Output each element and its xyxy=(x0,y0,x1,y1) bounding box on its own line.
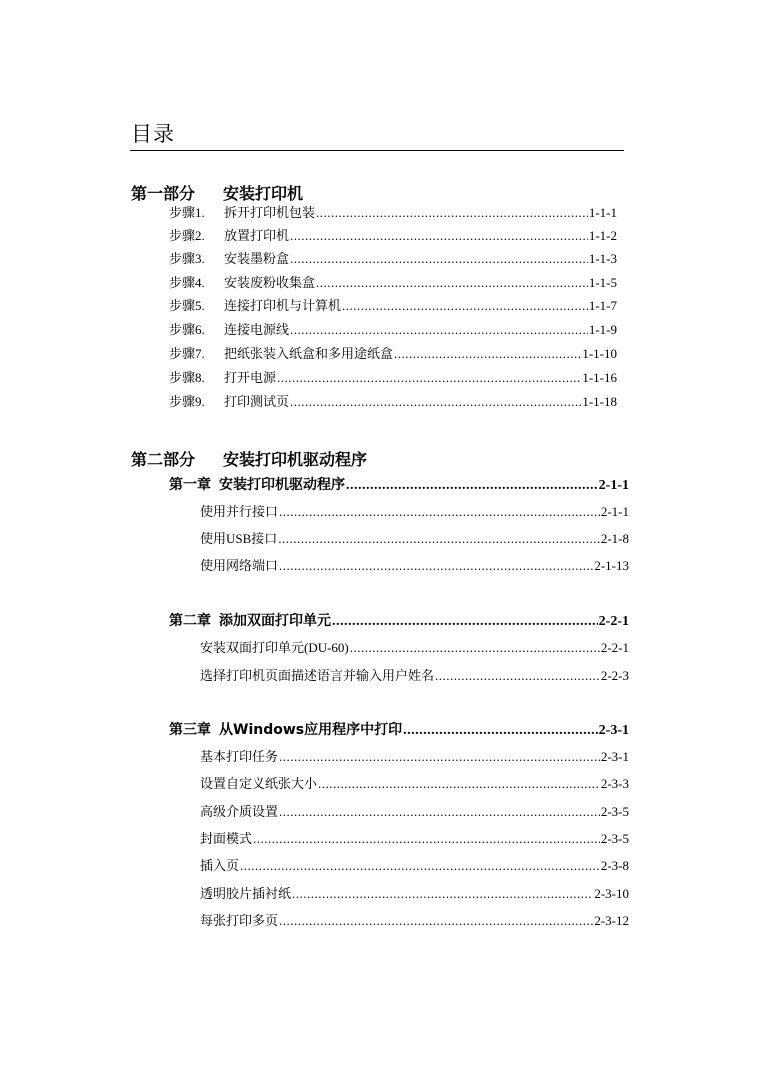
section-text: 使用并行接口 xyxy=(200,504,279,519)
part2-heading xyxy=(131,447,367,470)
toc-section[interactable] xyxy=(200,913,629,929)
toc-section[interactable] xyxy=(200,558,629,574)
page-number: 2-2-1 xyxy=(600,640,629,655)
chapter-number: 第一章 xyxy=(169,477,211,493)
page-number: 2-3-1 xyxy=(598,723,629,738)
part1-name: 安装打印机 xyxy=(223,184,304,203)
section-text: 封面模式 xyxy=(200,831,253,846)
dot-leader xyxy=(279,749,600,765)
dot-leader xyxy=(279,913,593,929)
step-number: 步骤1. xyxy=(169,205,205,220)
toc-section[interactable] xyxy=(200,804,629,820)
page-number: 2-1-1 xyxy=(600,504,629,519)
step-text: 打印测试页 xyxy=(224,394,290,409)
toc-section[interactable] xyxy=(200,749,629,765)
dot-leader xyxy=(350,640,600,656)
page-number: 1-1-16 xyxy=(582,370,617,385)
page-number: 2-2-1 xyxy=(598,614,629,629)
toc-step-8[interactable] xyxy=(169,370,617,386)
page-title: 目录 xyxy=(131,122,175,146)
dot-leader xyxy=(290,228,588,244)
toc-section[interactable] xyxy=(200,831,629,847)
toc-section[interactable] xyxy=(200,640,629,656)
page-number: 2-1-1 xyxy=(598,478,629,493)
section-text: 使用网络端口 xyxy=(200,558,279,573)
dot-leader xyxy=(342,298,588,314)
section-text: 设置自定义纸张大小 xyxy=(200,776,318,791)
chapter-number: 第二章 xyxy=(169,613,211,629)
step-text: 拆开打印机包装 xyxy=(224,205,316,220)
step-number: 步骤8. xyxy=(169,370,205,385)
chapter-title: 添加双面打印单元 xyxy=(219,613,331,629)
step-number: 步骤6. xyxy=(169,322,205,337)
chapter-title: 安装打印机驱动程序 xyxy=(219,477,345,493)
dot-leader xyxy=(332,614,598,630)
toc-section[interactable] xyxy=(200,776,629,792)
page-number: 2-1-8 xyxy=(600,531,629,546)
section-text: 选择打印机页面描述语言并输入用户姓名 xyxy=(200,668,435,683)
section-text: 基本打印任务 xyxy=(200,749,279,764)
toc-chapter-3[interactable] xyxy=(169,722,629,739)
page-number: 2-3-10 xyxy=(594,886,629,901)
page-number: 2-3-5 xyxy=(600,831,629,846)
dot-leader xyxy=(279,558,593,574)
page-number: 2-3-3 xyxy=(600,776,629,791)
step-number: 步骤9. xyxy=(169,394,205,409)
step-text: 连接电源线 xyxy=(224,322,290,337)
step-number: 步骤2. xyxy=(169,228,205,243)
step-text: 安装墨粉盒 xyxy=(224,251,290,266)
part2-name: 安装打印机驱动程序 xyxy=(223,450,368,469)
page-number: 1-1-7 xyxy=(588,298,617,313)
section-text: 安装双面打印单元(DU-60) xyxy=(200,640,349,655)
dot-leader xyxy=(279,804,600,820)
section-text: 使用USB接口 xyxy=(200,531,278,546)
toc-step-4[interactable] xyxy=(169,275,617,291)
dot-leader xyxy=(290,251,588,267)
page-number: 2-2-3 xyxy=(600,668,629,683)
chapter-title: 从Windows应用程序中打印 xyxy=(219,722,403,738)
toc-step-2[interactable] xyxy=(169,228,617,244)
page-number: 1-1-9 xyxy=(588,322,617,337)
step-number: 步骤7. xyxy=(169,346,205,361)
section-text: 透明胶片插衬纸 xyxy=(200,886,292,901)
part1-heading xyxy=(131,181,303,204)
dot-leader xyxy=(277,370,581,386)
dot-leader xyxy=(316,275,588,291)
section-text: 插入页 xyxy=(200,858,240,873)
page-number: 1-1-5 xyxy=(588,275,617,290)
page-number: 1-1-3 xyxy=(588,251,617,266)
step-number: 步骤4. xyxy=(169,275,205,290)
toc-section[interactable] xyxy=(200,531,629,547)
page-number: 1-1-2 xyxy=(588,228,617,243)
page-number: 2-3-5 xyxy=(600,804,629,819)
toc-chapter-2[interactable] xyxy=(169,613,629,630)
section-text: 高级介质设置 xyxy=(200,804,279,819)
dot-leader xyxy=(346,478,598,494)
toc-section[interactable] xyxy=(200,858,629,874)
dot-leader xyxy=(279,504,600,520)
toc-step-5[interactable] xyxy=(169,298,617,314)
page-number: 2-3-8 xyxy=(600,858,629,873)
dot-leader xyxy=(278,531,600,547)
toc-step-6[interactable] xyxy=(169,322,617,338)
toc-section[interactable] xyxy=(200,668,629,684)
page-number: 2-1-13 xyxy=(594,558,629,573)
chapter-number: 第三章 xyxy=(169,722,211,738)
step-text: 安装废粉收集盒 xyxy=(224,275,316,290)
step-number: 步骤5. xyxy=(169,298,205,313)
step-text: 把纸张装入纸盒和多用途纸盒 xyxy=(224,346,394,361)
dot-leader xyxy=(435,668,600,684)
dot-leader xyxy=(318,776,600,792)
page-number: 1-1-1 xyxy=(588,205,617,220)
dot-leader xyxy=(253,831,600,847)
part2-number: 第二部分 xyxy=(131,450,196,469)
dot-leader xyxy=(240,858,600,874)
toc-section[interactable] xyxy=(200,886,629,902)
toc-step-7[interactable] xyxy=(169,346,617,362)
step-text: 连接打印机与计算机 xyxy=(224,298,342,313)
page-number: 1-1-18 xyxy=(582,394,617,409)
toc-chapter-1[interactable] xyxy=(169,477,629,494)
dot-leader xyxy=(403,723,598,739)
toc-step-1[interactable] xyxy=(169,205,617,221)
page-number: 1-1-10 xyxy=(582,346,617,361)
dot-leader xyxy=(292,886,593,902)
page-number: 2-3-1 xyxy=(600,749,629,764)
dot-leader xyxy=(290,322,588,338)
dot-leader xyxy=(394,346,581,362)
step-number: 步骤3. xyxy=(169,251,205,266)
title-divider xyxy=(130,150,624,151)
section-text: 每张打印多页 xyxy=(200,913,279,928)
toc-section[interactable] xyxy=(200,504,629,520)
part1-number: 第一部分 xyxy=(131,184,196,203)
step-text: 打开电源 xyxy=(224,370,277,385)
toc-step-9[interactable] xyxy=(169,394,617,410)
dot-leader xyxy=(316,205,588,221)
toc-step-3[interactable] xyxy=(169,251,617,267)
step-text: 放置打印机 xyxy=(224,228,290,243)
dot-leader xyxy=(290,394,581,410)
page-number: 2-3-12 xyxy=(594,913,629,928)
